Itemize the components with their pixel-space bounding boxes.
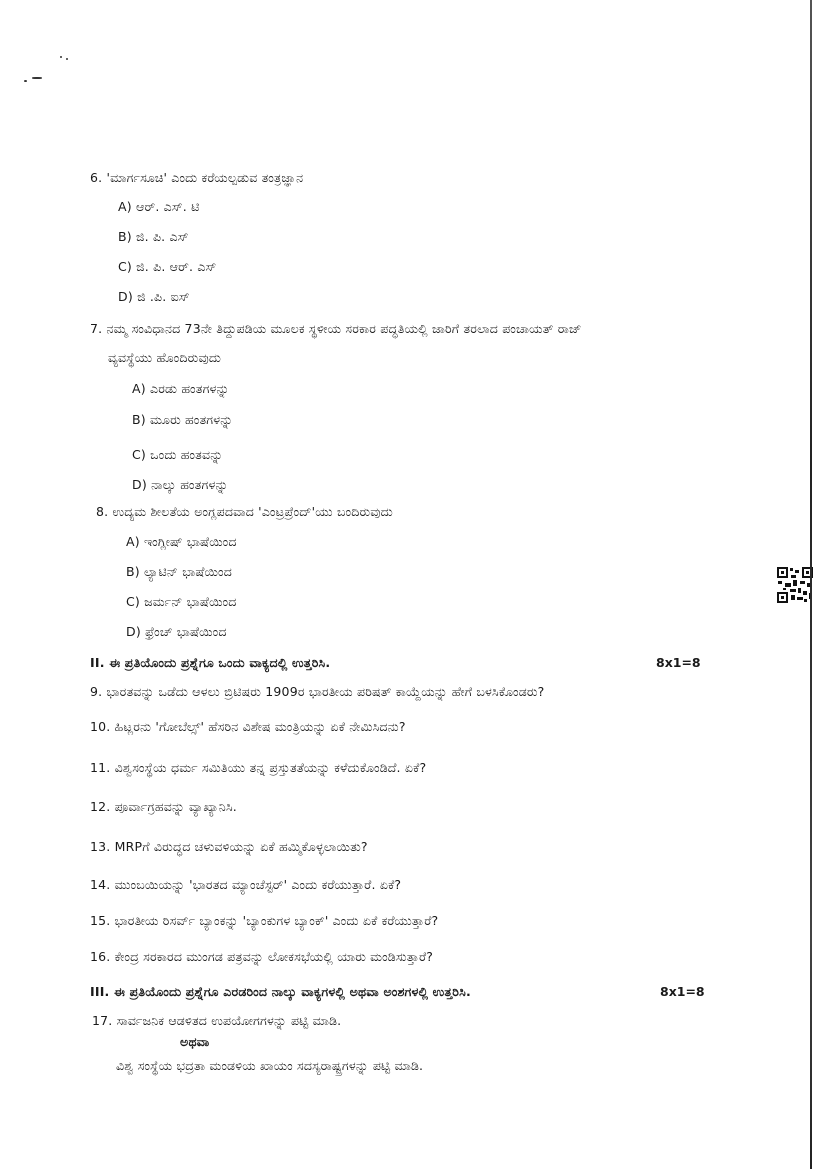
question-15: 15. ಭಾರತೀಯ ರಿಸರ್ವ್ ಬ್ಯಾಂಕನ್ನು 'ಬ್ಯಾಂಕುಗಳ ಬ್ಯಾಂಕ್' ಎಂದು ಏಕೆ ಕರೆಯುತ್ತಾರೆ?: [90, 913, 439, 928]
q8-option-c: C) ಜರ್ಮನ್ ಭಾಷೆಯಿಂದ: [126, 594, 237, 609]
question-9: 9. ಭಾರತವನ್ನು ಒಡೆದು ಆಳಲು ಬ್ರಿಟಿಷರು 1909ರ ಭಾರತೀಯ ಪರಿಷತ್ ಕಾಯ್ದೆಯನ್ನು ಹೇಗೆ ಬಳಸಿಕೊಂಡರು?: [90, 684, 545, 699]
question-number: 6.: [90, 170, 103, 185]
question-12: 12. ಪೂರ್ವಾಗ್ರಹವನ್ನು ವ್ಯಾಖ್ಯಾನಿಸಿ.: [90, 799, 237, 814]
q7-option-b: B) ಮೂರು ಹಂತಗಳನ್ನು: [132, 412, 234, 427]
question-text: ಉದ್ಯಮ ಶೀಲತೆಯ ಅಂಗ್ಲಪದವಾದ 'ಎಂಟ್ರಪ್ರೆಂದ್'ಯು ಬಂದಿರುವುದು: [112, 504, 393, 519]
q6-option-c: C) ಜಿ. ಪಿ. ಆರ್. ಎಸ್: [118, 259, 217, 274]
question-17-alternative: ವಿಶ್ವ ಸಂಸ್ಥೆಯ ಭದ್ರತಾ ಮಂಡಳಿಯ ಖಾಯಂ ಸದಸ್ಯರಾಷ್ಟ್ರಗಳನ್ನು ಪಟ್ಟಿ ಮಾಡಿ.: [116, 1058, 424, 1073]
question-16: 16. ಕೇಂದ್ರ ಸರಕಾರದ ಮುಂಗಡ ಪತ್ರವನ್ನು ಲೋಕಸಭೆಯಲ್ಲಿ ಯಾರು ಮಂಡಿಸುತ್ತಾರೆ?: [90, 949, 434, 964]
q7-option-c: C) ಒಂದು ಹಂತವನ್ನು: [132, 447, 224, 462]
question-8: [96, 504, 393, 520]
question-number: 8.: [96, 504, 109, 519]
q7-option-a: A) ಎರಡು ಹಂತಗಳನ್ನು: [132, 381, 230, 396]
question-text: ನಮ್ಮ ಸಂವಿಧಾನದ 73ನೇ ತಿದ್ದುಪಡಿಯ ಮೂಲಕ ಸ್ಥಳೀಯ ಸರಕಾರ ಪದ್ಧತಿಯಲ್ಲಿ ಜಾರಿಗೆ ತರಲಾದ ಪಂಚಾಯತ್ ರಾಜ್: [106, 321, 582, 336]
section-2-marks: 8x1=8: [656, 655, 701, 670]
q6-option-b: B) ಜಿ. ಪಿ. ಎಸ್: [118, 229, 189, 244]
question-7: [90, 321, 582, 337]
q8-option-a: A) ಇಂಗ್ಲೀಷ್ ಭಾಷೆಯಿಂದ: [126, 534, 237, 549]
q6-option-a: A) ಆರ್. ಎಸ್. ಟಿ: [118, 199, 200, 214]
scan-specks: [18, 50, 78, 90]
q8-option-b: B) ಲ್ಯಾಟಿನ್ ಭಾಷೆಯಿಂದ: [126, 564, 232, 579]
section-3-heading: III. ಈ ಪ್ರತಿಯೊಂದು ಪ್ರಶ್ನೆಗೂ ಎರಡರಿಂದ ನಾಲ್ಕು ವಾಕ್ಯಗಳಲ್ಲಿ ಅಥವಾ ಅಂಶಗಳಲ್ಲಿ ಉತ್ತರಿಸಿ.: [90, 984, 471, 999]
question-11: 11. ವಿಶ್ವಸಂಸ್ಥೆಯ ಧರ್ಮ ಸಮಿತಿಯು ತನ್ನ ಪ್ರಸ್ತುತತೆಯನ್ನು ಕಳೆದುಕೊಂಡಿದೆ. ಏಕೆ?: [90, 760, 427, 775]
qr-code-icon: [776, 566, 814, 604]
question-14: 14. ಮುಂಬಯಿಯನ್ನು 'ಭಾರತದ ಮ್ಯಾಂಚೆಸ್ಟರ್' ಎಂದು ಕರೆಯುತ್ತಾರೆ. ಏಕೆ?: [90, 877, 402, 892]
q6-option-d: D) ಜಿ .ಪಿ. ಐಸ್: [118, 289, 190, 304]
scan-edge-line: [810, 0, 812, 1169]
question-6: [90, 170, 303, 186]
question-7-continued: ವ್ಯವಸ್ಥೆಯು ಹೊಂದಿರುವುದು: [108, 350, 222, 365]
question-10: 10. ಹಿಟ್ಲರನು 'ಗೋಬೆಲ್ಸ್' ಹೆಸರಿನ ವಿಶೇಷ ಮಂತ್ರಿಯನ್ನು ಏಕೆ ನೇಮಿಸಿದನು?: [90, 719, 406, 734]
question-17: 17. ಸಾರ್ವಜನಿಕ ಆಡಳಿತದ ಉಪಯೋಗಗಳನ್ನು ಪಟ್ಟಿ ಮಾಡಿ.: [92, 1013, 342, 1028]
question-number: 7.: [90, 321, 103, 336]
section-2-heading: II. ಈ ಪ್ರತಿಯೊಂದು ಪ್ರಶ್ನೆಗೂ ಒಂದು ವಾಕ್ಯದಲ್ಲಿ ಉತ್ತರಿಸಿ.: [90, 655, 331, 670]
or-label: ಅಥವಾ: [180, 1034, 210, 1049]
q7-option-d: D) ನಾಲ್ಕು ಹಂತಗಳನ್ನು: [132, 477, 229, 492]
question-13: 13. MRPಗೆ ವಿರುದ್ಧದ ಚಳುವಳಿಯನ್ನು ಏಕೆ ಹಮ್ಮಿಕೊಳ್ಳಲಾಯಿತು?: [90, 839, 368, 854]
question-text: 'ಮಾರ್ಗಸೂಚಿ' ಎಂದು ಕರೆಯಲ್ಪಡುವ ತಂತ್ರಜ್ಞಾನ: [106, 170, 304, 185]
q8-option-d: D) ಫ್ರೆಂಚ್ ಭಾಷೆಯಿಂದ: [126, 624, 227, 639]
section-3-marks: 8x1=8: [660, 984, 705, 999]
